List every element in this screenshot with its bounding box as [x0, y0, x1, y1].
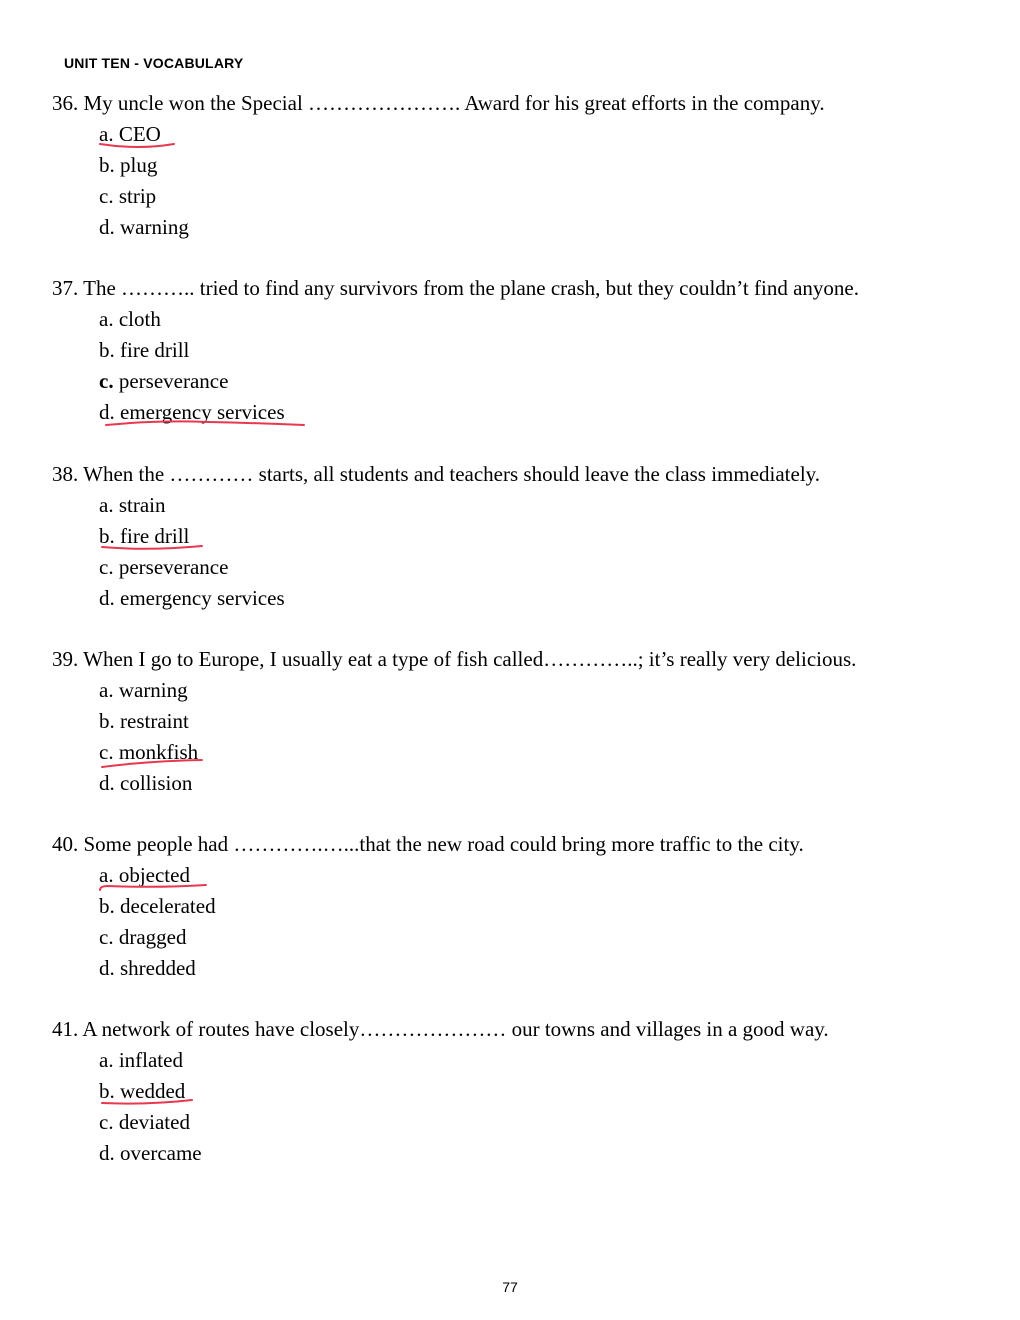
- question-36: [52, 88, 825, 243]
- option-d: [52, 768, 856, 799]
- option-b: [52, 335, 859, 366]
- option-label: a.: [99, 678, 114, 702]
- option-label: c.: [99, 740, 114, 764]
- option-text: warning: [118, 678, 188, 702]
- option-a: [52, 490, 820, 521]
- option-b: [52, 706, 856, 737]
- option-text: warning: [120, 215, 189, 239]
- option-text: monkfish: [118, 740, 199, 764]
- option-label: b.: [99, 1079, 115, 1103]
- option-text: fire drill: [120, 524, 190, 548]
- option-text: strip: [118, 184, 157, 208]
- option-label: d.: [99, 586, 115, 610]
- option-label: a.: [99, 307, 114, 331]
- option-label: b.: [99, 524, 115, 548]
- question-stem: 37. The ……….. tried to find any survivors from the plane crash, but they couldn’t find anyone.: [52, 276, 859, 300]
- page-number: 77: [502, 1279, 518, 1295]
- option-label: a.: [99, 493, 114, 517]
- option-text: strain: [118, 493, 166, 517]
- option-a: [52, 860, 804, 891]
- option-label: c.: [99, 925, 114, 949]
- option-label: d.: [99, 1141, 115, 1165]
- option-label: b.: [99, 338, 115, 362]
- option-c: [52, 181, 825, 212]
- option-text: plug: [120, 153, 158, 177]
- option-label: a.: [99, 1048, 114, 1072]
- option-text: shredded: [120, 956, 196, 980]
- option-text: objected: [118, 863, 190, 887]
- option-d: [52, 1138, 829, 1169]
- option-label: d.: [99, 215, 115, 239]
- option-label: b.: [99, 894, 115, 918]
- option-b: [52, 521, 820, 552]
- page-header-title: UNIT TEN - VOCABULARY: [64, 55, 244, 71]
- option-b: [52, 150, 825, 181]
- option-label: d.: [99, 956, 115, 980]
- option-text: perseverance: [118, 555, 229, 579]
- option-a: [52, 119, 825, 150]
- question-40: [52, 829, 804, 984]
- option-b: [52, 891, 804, 922]
- option-text: emergency services: [120, 586, 285, 610]
- option-d: [52, 397, 859, 428]
- option-c: [52, 1107, 829, 1138]
- option-label: a.: [99, 863, 114, 887]
- option-text: emergency services: [120, 400, 285, 424]
- option-text: overcame: [120, 1141, 202, 1165]
- option-c: [52, 366, 859, 397]
- option-label: b.: [99, 709, 115, 733]
- option-c: [52, 922, 804, 953]
- option-text: dragged: [118, 925, 187, 949]
- option-d: [52, 212, 825, 243]
- question-stem: 36. My uncle won the Special …………………. Award for his great efforts in the company.: [52, 91, 825, 115]
- option-b: [52, 1076, 829, 1107]
- option-a: [52, 304, 859, 335]
- question-stem: 39. When I go to Europe, I usually eat a type of fish called…………..; it’s really very delicious.: [52, 647, 857, 671]
- option-text: wedded: [120, 1079, 186, 1103]
- question-stem: 38. When the ………… starts, all students and teachers should leave the class immediately.: [52, 462, 821, 486]
- option-label: d.: [99, 771, 115, 795]
- question-stem: 40. Some people had ………….…...that the new road could bring more traffic to the city.: [52, 832, 804, 856]
- option-text: inflated: [118, 1048, 183, 1072]
- option-label: a.: [99, 122, 114, 146]
- option-a: [52, 675, 856, 706]
- option-label: c.: [99, 369, 114, 393]
- option-text: collision: [120, 771, 193, 795]
- option-label: c.: [99, 1110, 114, 1134]
- question-37: [52, 273, 859, 428]
- option-text: restraint: [120, 709, 189, 733]
- option-text: cloth: [118, 307, 161, 331]
- option-d: [52, 583, 820, 614]
- option-label: c.: [99, 555, 114, 579]
- option-d: [52, 953, 804, 984]
- question-41: [52, 1014, 829, 1169]
- option-label: d.: [99, 400, 115, 424]
- question-39: [52, 644, 856, 799]
- option-a: [52, 1045, 829, 1076]
- question-38: [52, 459, 820, 614]
- option-c: [52, 737, 856, 768]
- option-text: CEO: [118, 122, 161, 146]
- option-text: perseverance: [118, 369, 229, 393]
- option-text: deviated: [118, 1110, 190, 1134]
- option-text: decelerated: [120, 894, 216, 918]
- question-stem: 41. A network of routes have closely………………… our towns and villages in a good way.: [52, 1017, 829, 1041]
- option-text: fire drill: [120, 338, 190, 362]
- option-label: b.: [99, 153, 115, 177]
- option-label: c.: [99, 184, 114, 208]
- option-c: [52, 552, 820, 583]
